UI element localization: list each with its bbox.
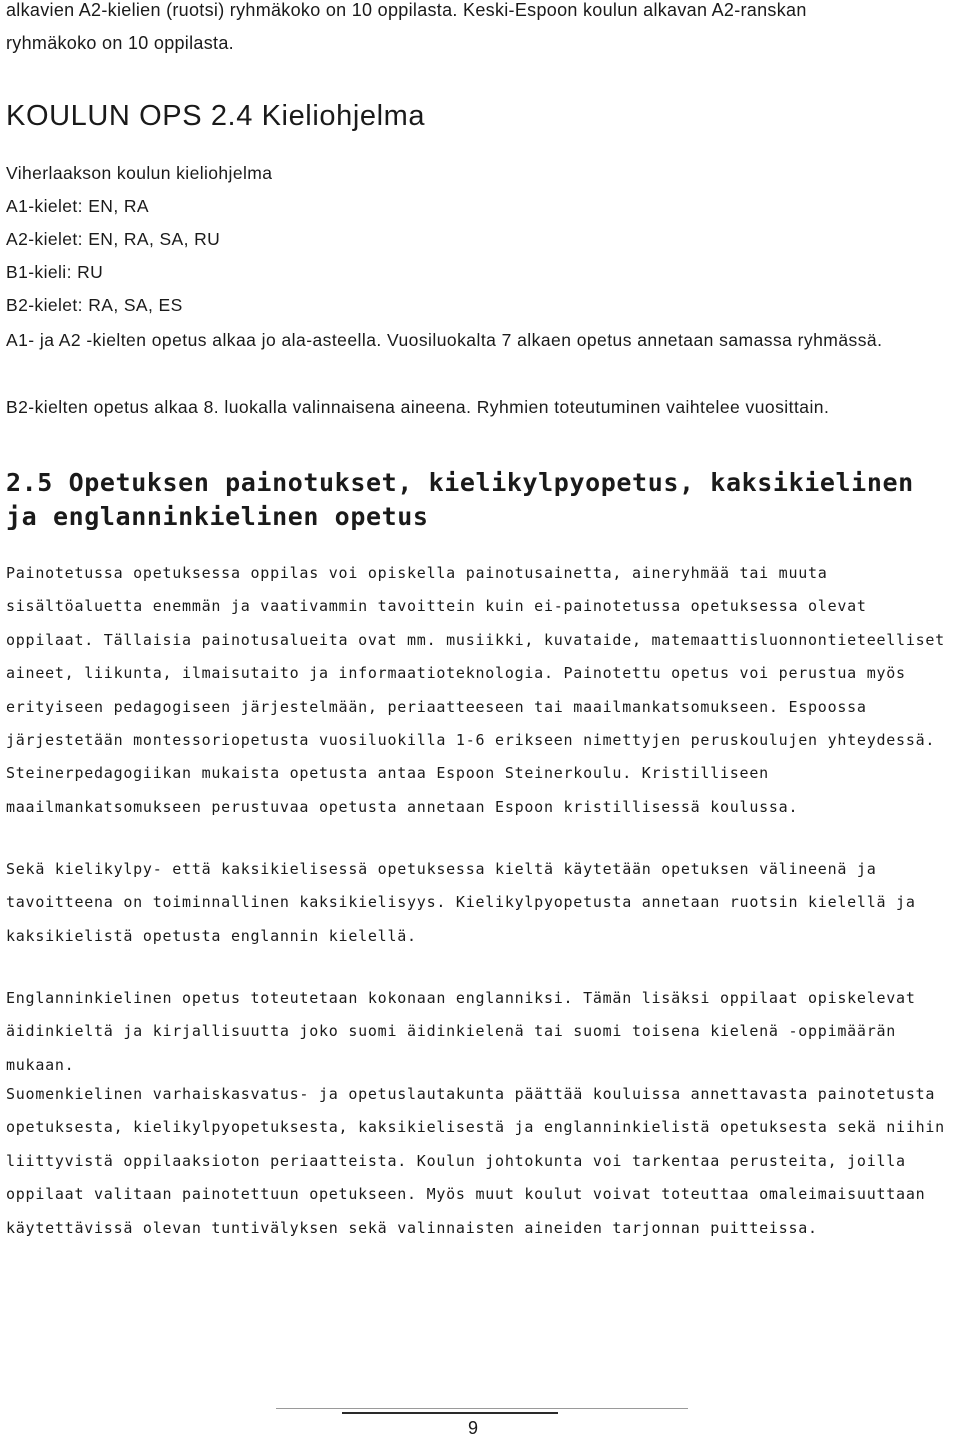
footer-divider-thick bbox=[342, 1412, 558, 1414]
intro-line-2: ryhmäkoko on 10 oppilasta. bbox=[6, 33, 234, 53]
page-number: 9 bbox=[468, 1418, 479, 1438]
list-item: A1-kielet: EN, RA bbox=[6, 196, 149, 216]
language-program-list bbox=[6, 157, 946, 322]
intro-paragraph bbox=[6, 0, 946, 60]
footer-divider-thin bbox=[276, 1408, 688, 1409]
list-item: A2-kielet: EN, RA, SA, RU bbox=[6, 229, 221, 249]
language-start-paragraph: A1- ja A2 -kielten opetus alkaa jo ala-asteella. Vuosiluokalta 7 alkaen opetus annetaan samassa ryhmässä. bbox=[6, 330, 883, 350]
list-item: Viherlaakson koulun kieliohjelma bbox=[6, 163, 273, 183]
list-item: B1-kieli: RU bbox=[6, 262, 104, 282]
body-paragraph-kielikylpy: Sekä kielikylpy- että kaksikielisessä opetuksessa kieltä käytetään opetuksen välineenä ja tavoitteena on toiminnallinen kaksikielisyys. Kielikylpyopetusta annetaan ruotsin kielellä ja kaksikielistä opetusta englannin kielellä. bbox=[6, 860, 916, 945]
body-paragraph-painotettu: Painotetussa opetuksessa oppilas voi opiskella painotusainetta, aineryhmää tai muuta sisältöaluetta enemmän ja vaativammin tavoittein kuin ei-painotetussa opetuksessa olevat oppilaat. Tällaisia painotusalueita ovat mm. musiikki, kuvataide, matemaattisluonnontieteelliset aineet, liikunta, ilmaisutaito ja informaatioteknologia. Painotettu opetus voi perustua myös erityiseen pedagogiseen järjestelmään, periaatteeseen tai maailmankatsomukseen. Espoossa järjestetään montessoriopetusta vuosiluokilla 1-6 erikseen nimettyjen peruskoulujen yhteydessä. Steinerpedagogiikan mukaista opetusta antaa Espoon Steinerkoulu. Kristilliseen maailmankatsomukseen perustuvaa opetusta annetaan Espoon kristillisessä koulussa. bbox=[6, 564, 945, 816]
list-item: B2-kielet: RA, SA, ES bbox=[6, 295, 183, 315]
body-paragraph-englanninkielinen: Englanninkielinen opetus toteutetaan kokonaan englanniksi. Tämän lisäksi oppilaat opiskelevat äidinkieltä ja kirjallisuutta joko suomi äidinkielenä tai suomi toisena kielenä -oppimäärän mukaan. bbox=[6, 989, 916, 1074]
b2-language-paragraph: B2-kielten opetus alkaa 8. luokalla valinnaisena aineena. Ryhmien toteutuminen vaihtelee vuosittain. bbox=[6, 397, 830, 417]
intro-line-1: alkavien A2-kielien (ruotsi) ryhmäkoko on 10 oppilasta. Keski-Espoon koulun alkavan A2-ranskan bbox=[6, 0, 807, 20]
section-heading-kieliohjelma: KOULUN OPS 2.4 Kieliohjelma bbox=[6, 100, 426, 132]
body-paragraph-lautakunta: Suomenkielinen varhaiskasvatus- ja opetuslautakunta päättää kouluissa annettavasta painotetusta opetuksesta, kielikylpyopetuksesta, kaksikielisestä ja englanninkielistä opetuksesta sekä niihin liittyvistä oppilaaksioton periaatteista. Koulun johtokunta voi tarkentaa perusteita, joilla oppilaat valitaan painotettuun opetukseen. Myös muut koulut voivat toteuttaa omaleimaisuuttaan käytettävissä olevan tuntivälyksen sekä valinnaisten aineiden tarjonnan puitteissa. bbox=[6, 1085, 945, 1237]
section-heading-painotukset: 2.5 Opetuksen painotukset, kielikylpyopetus, kaksikielinen ja englanninkielinen opetus bbox=[6, 468, 914, 531]
